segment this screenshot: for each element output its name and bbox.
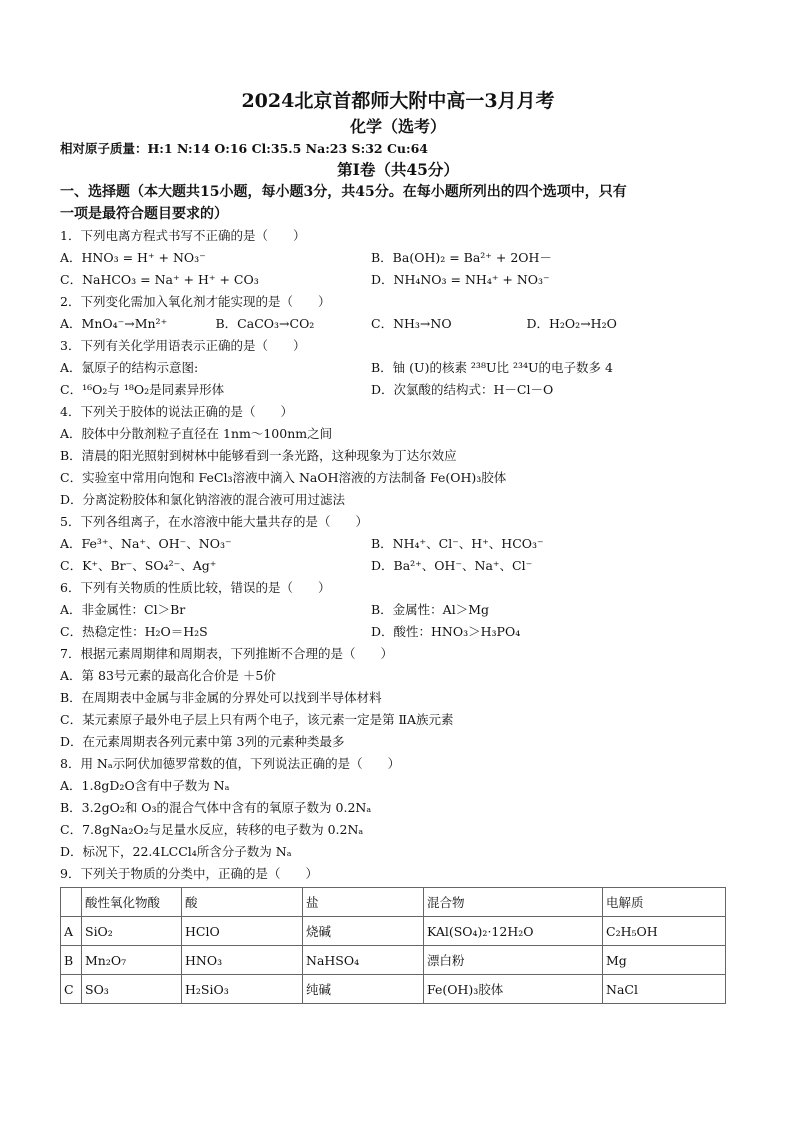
part-heading: 第Ⅰ卷（共45分） — [337, 160, 459, 179]
q2-option-b: B．CaCO₃→CO₂ — [215, 316, 315, 331]
q4-option-b: B．清晨的阳光照射到树林中能够看到一条光路，这种现象为丁达尔效应 — [60, 448, 457, 463]
table-cell: HNO₃ — [182, 946, 303, 975]
question-3-options-row-1 — [60, 357, 736, 379]
table-cell: KAl(SO₄)₂·12H₂O — [424, 917, 603, 946]
table-header-cell: 电解质 — [603, 888, 726, 917]
classification-table — [60, 887, 726, 1004]
table-cell: 烧碱 — [303, 917, 424, 946]
table-header-cell: 盐 — [303, 888, 424, 917]
q5-option-a: A．Fe³⁺、Na⁺、OH⁻、NO₃⁻ — [60, 536, 232, 551]
table-cell: B — [61, 946, 82, 975]
table-row — [61, 946, 726, 975]
table-cell: Mg — [603, 946, 726, 975]
q5-option-b: B．NH₄⁺、Cl⁻、H⁺、HCO₃⁻ — [371, 536, 544, 551]
q3-option-a: A．氯原子的结构示意图: — [60, 360, 199, 375]
question-5-options-row-2 — [60, 555, 736, 577]
question-1-options-row-2 — [60, 269, 736, 291]
question-1-options-row-1 — [60, 247, 736, 269]
question-2-options — [60, 313, 736, 335]
question-9-stem: 9．下列关于物质的分类中，正确的是（ ） — [60, 866, 318, 881]
question-3-options-row-2 — [60, 379, 736, 401]
q8-option-b: B．3.2gO₂和 O₃的混合气体中含有的氧原子数为 0.2Nₐ — [60, 800, 372, 815]
question-2-stem: 2．下列变化需加入氧化剂才能实现的是（ ） — [60, 294, 331, 309]
table-header-cell: 混合物 — [424, 888, 603, 917]
question-7-stem: 7．根据元素周期律和周期表，下列推断不合理的是（ ） — [60, 646, 393, 661]
q2-option-c: C．NH₃→NO — [371, 316, 452, 331]
q8-option-c: C．7.8gNa₂O₂与足量水反应，转移的电子数为 0.2Nₐ — [60, 822, 364, 837]
question-6-stem: 6．下列有关物质的性质比较，错误的是（ ） — [60, 580, 331, 595]
question-4-stem: 4．下列关于胶体的说法正确的是（ ） — [60, 404, 293, 419]
question-5-stem: 5．下列各组离子，在水溶液中能大量共存的是（ ） — [60, 514, 368, 529]
table-cell: NaCl — [603, 975, 726, 1004]
section-heading-line-2: 一项是最符合题目要求的） — [60, 206, 228, 222]
question-6-options-row-1 — [60, 599, 736, 621]
section-heading-line-1: 一、选择题（本大题共15小题，每小题3分，共45分。在每小题所列出的四个选项中，只有 — [60, 184, 627, 200]
q5-option-d: D．Ba²⁺、OH⁻、Na⁺、Cl⁻ — [371, 558, 533, 573]
question-3-stem: 3．下列有关化学用语表示正确的是（ ） — [60, 338, 306, 353]
q1-option-d: D．NH₄NO₃ = NH₄⁺ + NO₃⁻ — [371, 272, 550, 287]
table-header-cell: 酸 — [182, 888, 303, 917]
q1-option-b: B．Ba(OH)₂ = Ba²⁺ + 2OH－ — [371, 250, 552, 265]
q7-option-a: A．第 83号元素的最高化合价是 ＋5价 — [60, 668, 276, 683]
q3-option-c: C．¹⁶O₂与 ¹⁸O₂是同素异形体 — [60, 382, 225, 397]
q5-option-c: C．K⁺、Br⁻、SO₄²⁻、Ag⁺ — [60, 558, 217, 573]
q8-option-a: A．1.8gD₂O含有中子数为 Nₐ — [60, 778, 230, 793]
atomic-masses: 相对原子质量：H:1 N:14 O:16 Cl:35.5 Na:23 S:32 Cu:64 — [60, 141, 428, 156]
table-cell: H₂SiO₃ — [182, 975, 303, 1004]
table-cell: A — [61, 917, 82, 946]
table-cell: HClO — [182, 917, 303, 946]
q4-option-c: C．实验室中常用向饱和 FeCl₃溶液中滴入 NaOH溶液的方法制备 Fe(OH)₃胶体 — [60, 470, 507, 485]
q1-option-a: A．HNO₃ = H⁺ + NO₃⁻ — [60, 250, 206, 265]
exam-subtitle: 化学（选考） — [349, 117, 446, 136]
q3-option-b: B．铀 (U)的核素 ²³⁸U比 ²³⁴U的电子数多 4 — [371, 360, 613, 375]
q4-option-d: D．分离淀粉胶体和氯化钠溶液的混合液可用过滤法 — [60, 492, 346, 507]
table-header-cell — [61, 888, 82, 917]
q2-option-d: D．H₂O₂→H₂O — [526, 316, 617, 331]
exam-title: 2024北京首都师大附中高一3月月考 — [241, 90, 555, 112]
q1-option-c: C．NaHCO₃ = Na⁺ + H⁺ + CO₃ — [60, 272, 259, 287]
table-cell: Mn₂O₇ — [82, 946, 182, 975]
question-1-stem: 1．下列电离方程式书写不正确的是（ ） — [60, 228, 306, 243]
q7-option-c: C．某元素原子最外电子层上只有两个电子，该元素一定是第 ⅡA族元素 — [60, 712, 454, 727]
q3-option-d: D．次氯酸的结构式：H－Cl－O — [371, 382, 554, 397]
q6-option-c: C．热稳定性：H₂O＝H₂S — [60, 624, 208, 639]
q8-option-d: D．标况下，22.4LCCl₄所含分子数为 Nₐ — [60, 844, 292, 859]
table-header-row — [61, 888, 726, 917]
table-row — [61, 975, 726, 1004]
question-5-options-row-1 — [60, 533, 736, 555]
question-8-stem: 8．用 Nₐ示阿伏加德罗常数的值，下列说法正确的是（ ） — [60, 756, 401, 771]
exam-page — [60, 88, 736, 1004]
table-cell: 漂白粉 — [424, 946, 603, 975]
table-cell: 纯碱 — [303, 975, 424, 1004]
table-cell: SO₃ — [82, 975, 182, 1004]
question-6-options-row-2 — [60, 621, 736, 643]
q2-option-a: A．MnO₄⁻→Mn²⁺ — [60, 316, 168, 331]
table-cell: SiO₂ — [82, 917, 182, 946]
q6-option-a: A．非金属性：Cl＞Br — [60, 602, 186, 617]
q7-option-b: B．在周期表中金属与非金属的分界处可以找到半导体材料 — [60, 690, 382, 705]
table-row — [61, 917, 726, 946]
q4-option-a: A．胶体中分散剂粒子直径在 1nm～100nm之间 — [60, 426, 333, 441]
table-cell: C — [61, 975, 82, 1004]
q6-option-d: D．酸性：HNO₃＞H₃PO₄ — [371, 624, 521, 639]
table-cell: Fe(OH)₃胶体 — [424, 975, 603, 1004]
q7-option-d: D．在元素周期表各列元素中第 3列的元素种类最多 — [60, 734, 345, 749]
q6-option-b: B．金属性：Al＞Mg — [371, 602, 490, 617]
table-cell: C₂H₅OH — [603, 917, 726, 946]
table-header-cell: 酸性氧化物酸 — [82, 888, 182, 917]
table-cell: NaHSO₄ — [303, 946, 424, 975]
